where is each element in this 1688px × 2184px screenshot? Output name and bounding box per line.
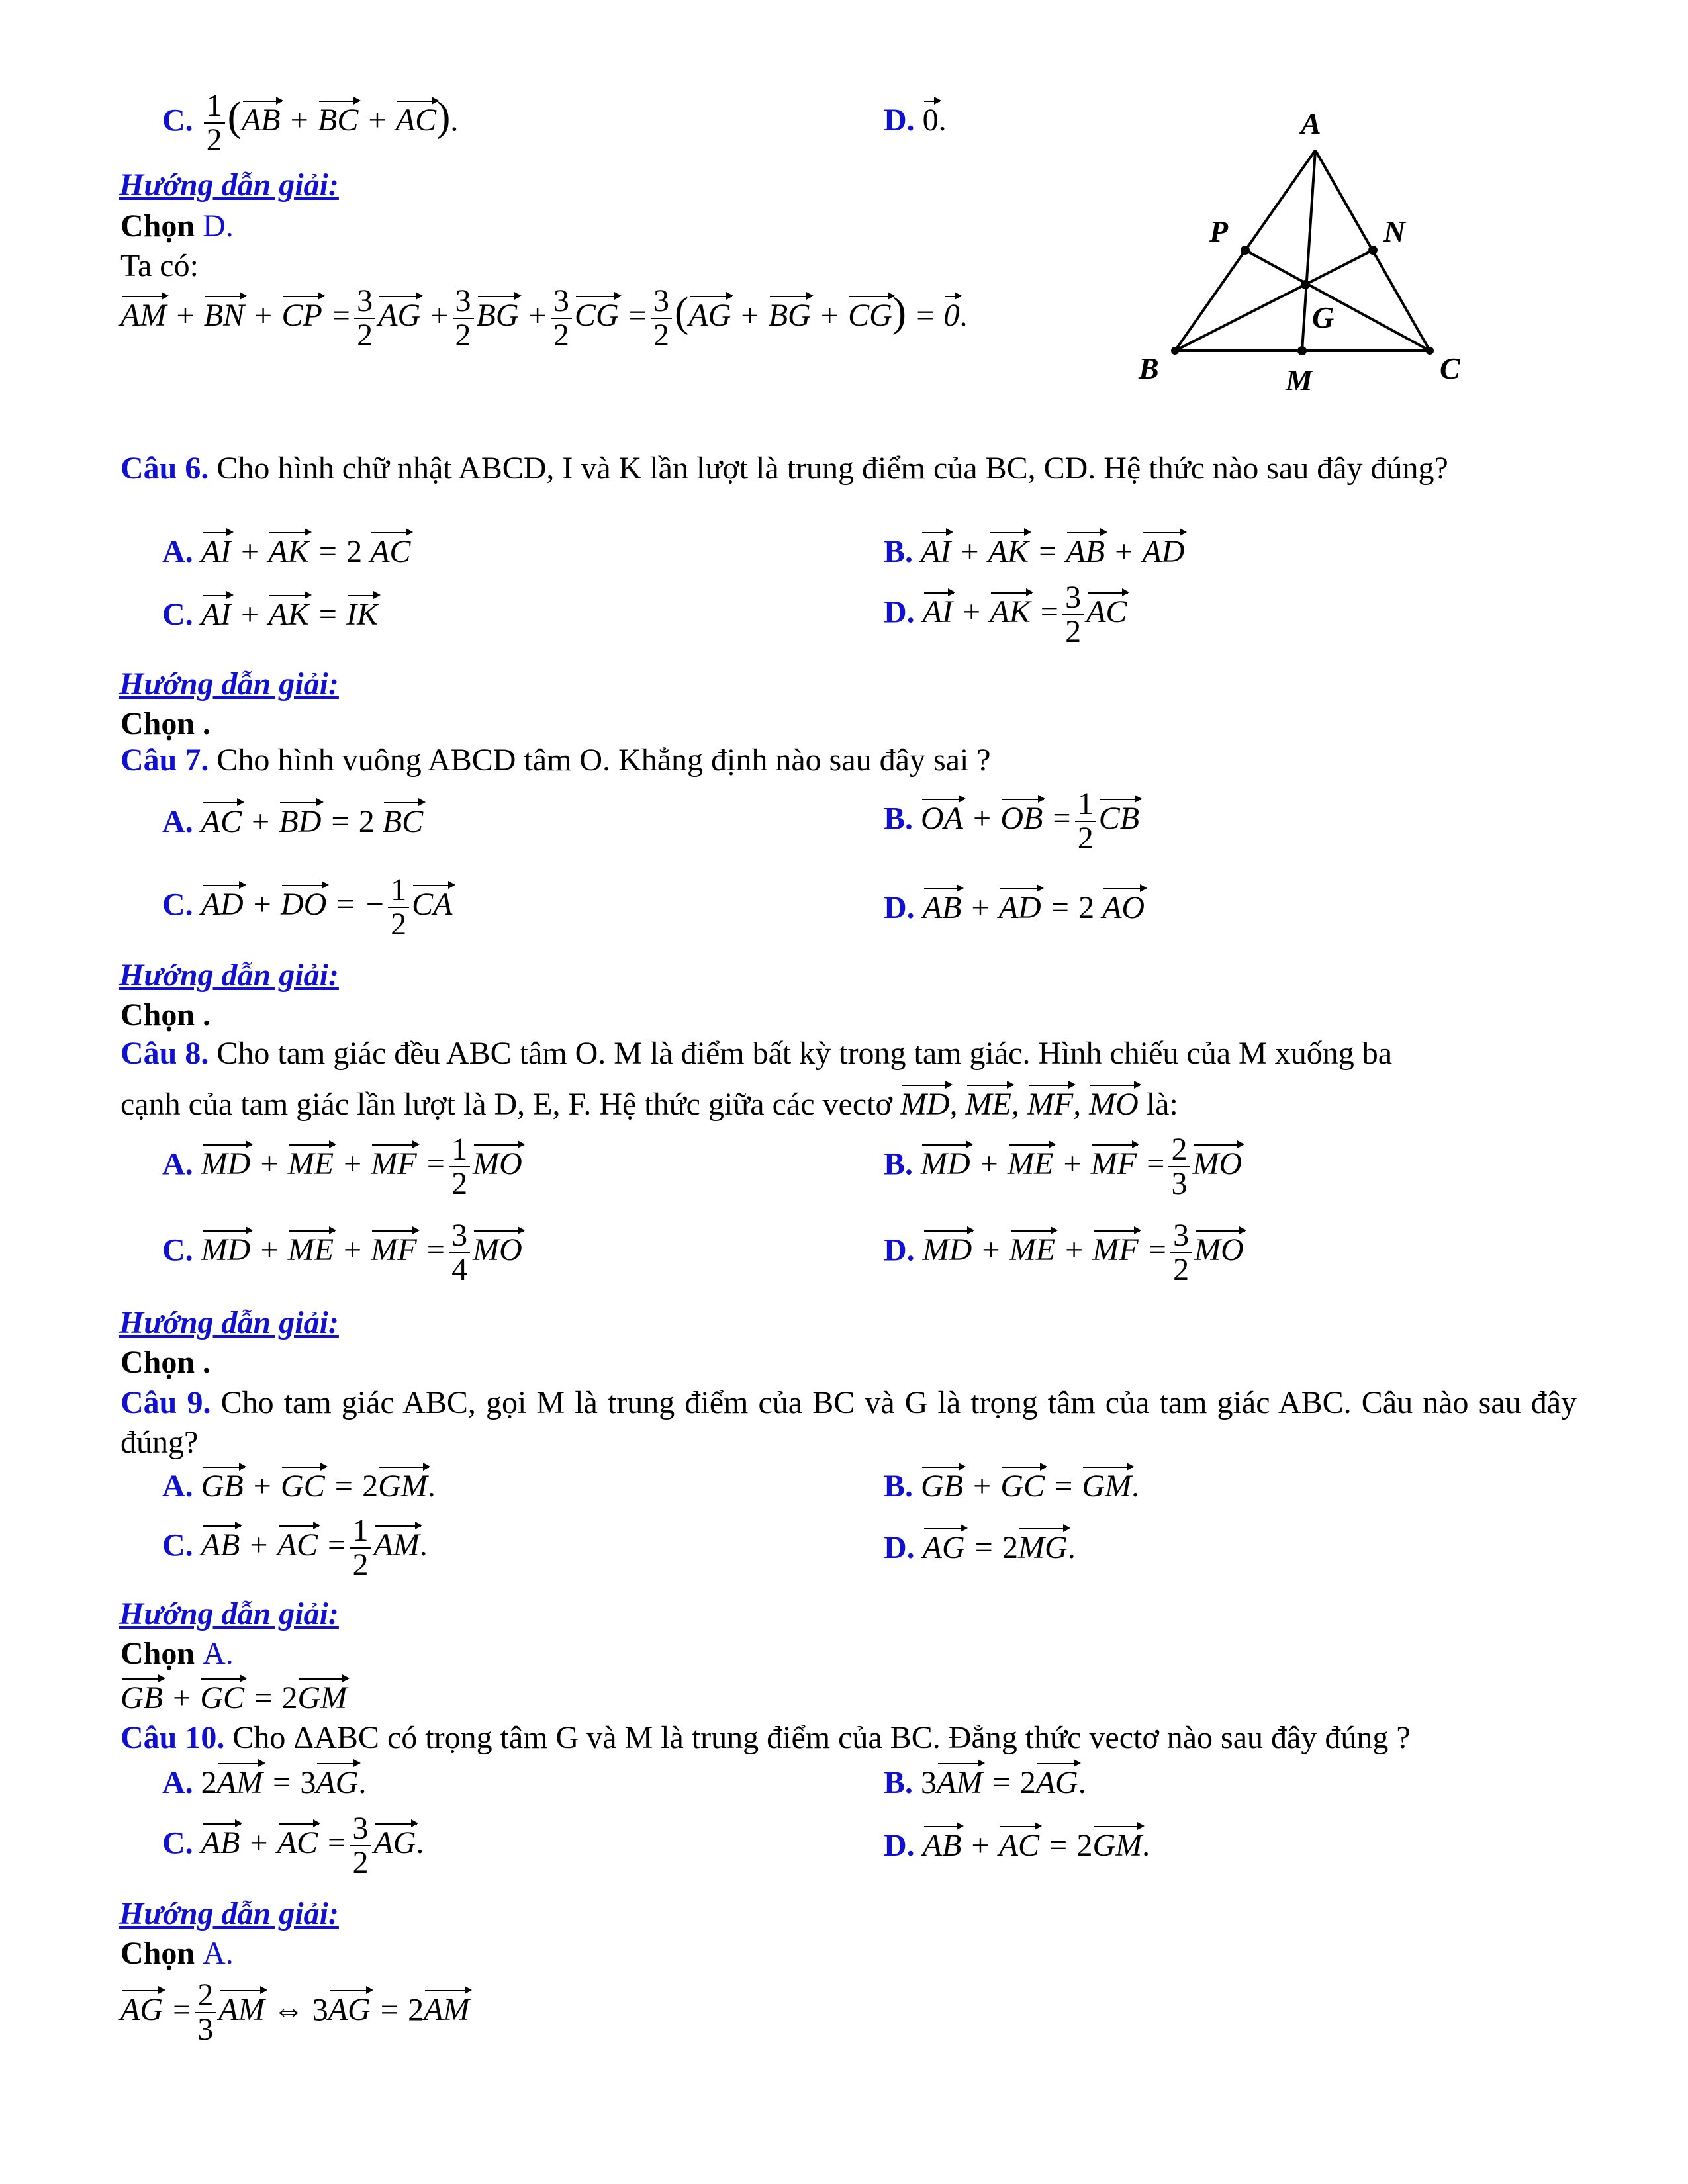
q8-option-c: C. MD + ME + MF = $\frac{3}{4}$ MO: [162, 1218, 522, 1288]
point-m: [1297, 346, 1307, 355]
triangle-figure: [1112, 99, 1509, 404]
q7-answer: Chọn .: [120, 997, 211, 1032]
q10-option-d: D. AB + AC = 2GM.: [884, 1828, 1150, 1863]
q6-question: Câu 6. Cho hình chữ nhật ABCD, I và K lần lượt là trung điểm của BC, CD. Hệ thức nào sau đây đúng?: [120, 451, 1448, 486]
q8-guide-heading: Hướng dẫn giải:: [119, 1305, 339, 1340]
q8-answer: Chọn .: [120, 1345, 211, 1380]
q8-question-line2: cạnh của tam giác lần lượt là D, E, F. Hệ thức giữa các vectơ MD, ME, MF, MO là:: [120, 1087, 1178, 1122]
q10-question: Câu 10. Cho ΔABC có trọng tâm G và M là trung điểm của BC. Đẳng thức vectơ nào sau đây đúng ?: [120, 1720, 1411, 1755]
q7-option-b: B. OA + OB = $\frac{1}{2}$ CB: [884, 786, 1140, 856]
label-b: B: [1139, 351, 1159, 385]
point-g: [1301, 280, 1310, 289]
q10-option-c: C. AB + AC = $\frac{3}{2}$ AG.: [162, 1811, 424, 1881]
q10-option-b: B. 3AM = 2AG.: [884, 1765, 1086, 1800]
solution-formula: AM + BN + CP = $\frac{3}{2}$ AG + $\frac{3}{2}$ BG + $\frac{3}{2}$ CG = $\frac{3}{2}$ (AG + BG + CG) = 0.: [120, 283, 968, 353]
q7-guide-heading: Hướng dẫn giải:: [119, 958, 339, 993]
q8-option-b: B. MD + ME + MF = $\frac{2}{3}$ MO: [884, 1132, 1243, 1202]
q7-option-d: D. AB + AD = 2 AO: [884, 890, 1145, 925]
q6-option-b: B. AI + AK = AB + AD: [884, 534, 1185, 569]
q9-question: Câu 9. Cho tam giác ABC, gọi M là trung điểm của BC và G là trọng tâm của tam giác ABC. Câu nào sau đây đúng?: [120, 1385, 1577, 1460]
q9-option-a: A. GB + GC = 2GM.: [162, 1469, 436, 1504]
point-b: [1171, 347, 1179, 355]
q8-question-line1: Câu 8. Cho tam giác đều ABC tâm O. M là điểm bất kỳ trong tam giác. Hình chiếu của M xuống ba: [120, 1036, 1393, 1071]
q7-question: Câu 7. Cho hình vuông ABCD tâm O. Khẳng định nào sau đây sai ?: [120, 743, 991, 778]
label-c: C: [1440, 351, 1460, 385]
q10-option-a: A. 2AM = 3AG.: [162, 1765, 367, 1800]
q7-option-c: C. AD + DO = − $\frac{1}{2}$ CA: [162, 872, 453, 942]
label-a: A: [1301, 107, 1321, 140]
answer-line: Chọn D.: [120, 208, 234, 244]
q9-answer: Chọn A.: [120, 1636, 234, 1671]
q5-option-c-formula: $\frac{1}{2}$ (AB + BC + AC): [201, 103, 451, 138]
guide-heading: Hướng dẫn giải:: [119, 167, 339, 203]
q10-solution-formula: AG = $\frac{2}{3}$ AM ⇔ 3AG = 2AM: [120, 1978, 470, 2048]
label-p: P: [1209, 214, 1229, 248]
q8-option-a: A. MD + ME + MF = $\frac{1}{2}$ MO: [162, 1132, 522, 1202]
point-c: [1426, 347, 1434, 355]
q9-option-b: B. GB + GC = GM.: [884, 1469, 1140, 1504]
point-n: [1368, 246, 1378, 255]
q6-option-c: C. AI + AK = IK: [162, 597, 379, 632]
q8-option-d: D. MD + ME + MF = $\frac{3}{2}$ MO: [884, 1218, 1244, 1288]
q7-option-a: A. AC + BD = 2 BC: [162, 804, 424, 839]
q9-option-d: D. AG = 2MG.: [884, 1530, 1076, 1565]
label-n: N: [1383, 214, 1406, 248]
point-p: [1241, 246, 1250, 255]
q6-answer: Chọn .: [120, 706, 211, 741]
q9-solution-formula: GB + GC = 2GM: [120, 1680, 348, 1715]
q6-option-d: D. AI + AK = $\frac{3}{2}$ AC: [884, 580, 1127, 650]
q5-option-d: D. 0.: [884, 103, 947, 138]
label-m: M: [1286, 363, 1313, 397]
q6-guide-heading: Hướng dẫn giải:: [119, 666, 339, 702]
q9-option-c: C. AB + AC = $\frac{1}{2}$ AM.: [162, 1513, 428, 1583]
q10-guide-heading: Hướng dẫn giải:: [119, 1896, 339, 1931]
q5-option-c: C. $\frac{1}{2}$ (AB + BC + AC).: [162, 88, 459, 158]
q10-answer: Chọn A.: [120, 1936, 234, 1971]
q9-guide-heading: Hướng dẫn giải:: [119, 1596, 339, 1631]
zero-vector: 0: [922, 103, 939, 138]
q6-option-a: A. AI + AK = 2 AC: [162, 534, 411, 569]
solution-intro: Ta có:: [120, 248, 199, 283]
label-g: G: [1312, 300, 1335, 334]
